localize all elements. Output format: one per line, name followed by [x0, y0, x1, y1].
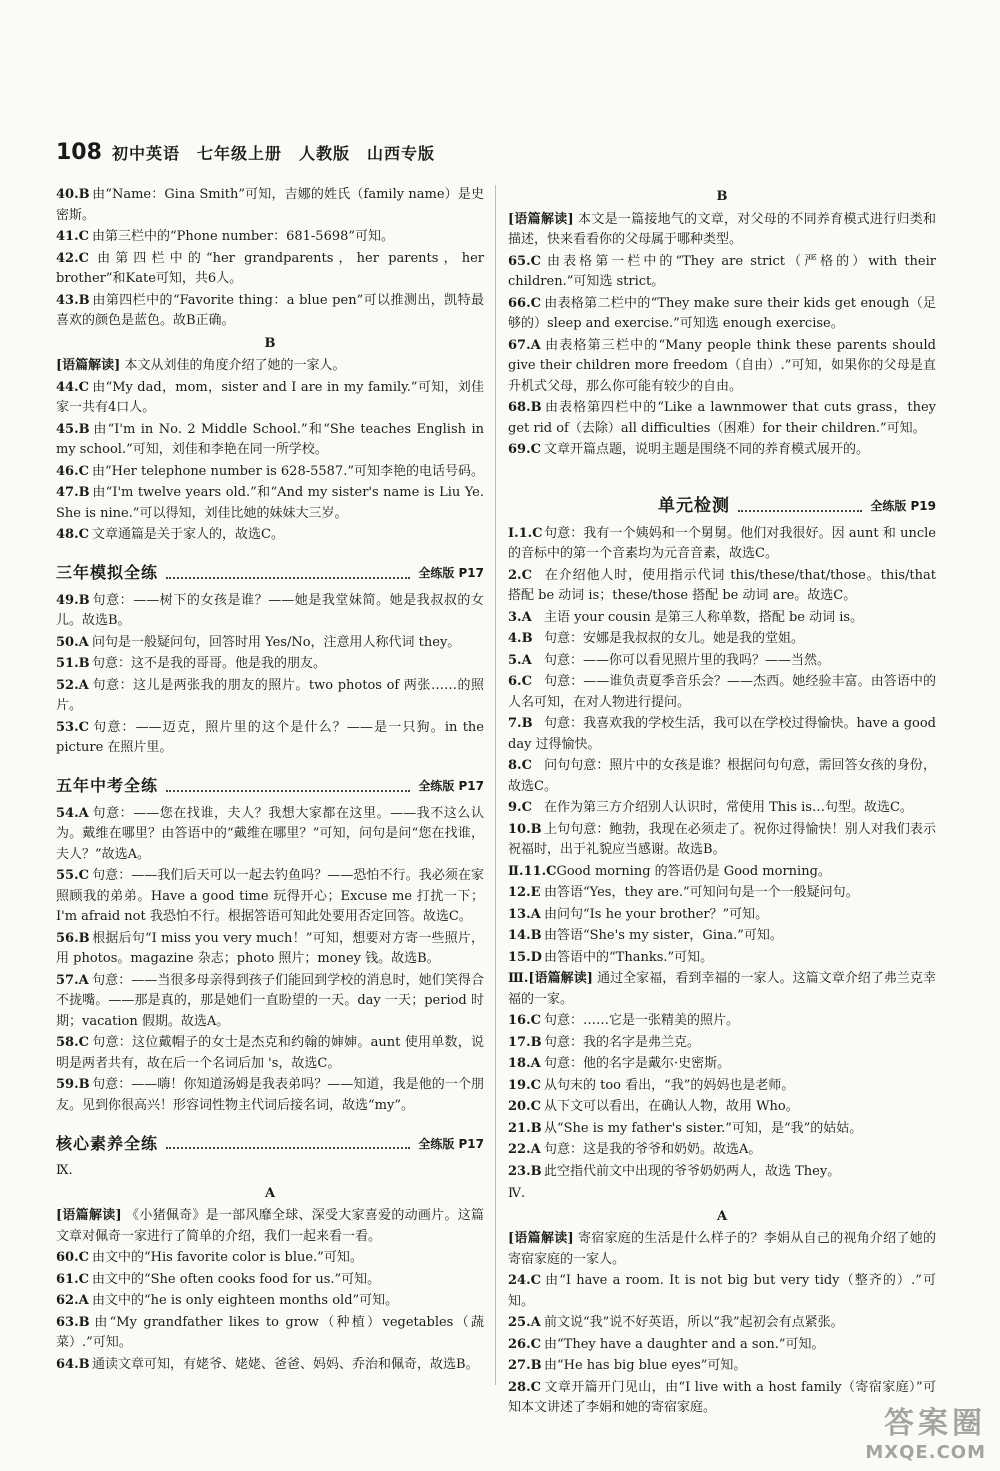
section-title: 核心素养全练: [56, 1133, 159, 1153]
answer-number: 9.C: [508, 800, 532, 815]
answer-explanation: 在作为第三方介绍别人认识时，常使用 This is…句型。故选C。: [544, 800, 913, 815]
answer-explanation: 句意：——嗨！你知道汤姆是我表弟吗？——知道，我是他的一个朋友。见到你很高兴！形容词性物主代词后接名词，故选“my”。: [56, 1077, 484, 1113]
answer-item: [508, 629, 936, 650]
section-header: [56, 1128, 484, 1155]
answer-explanation: 由“I'm twelve years old.”和“And my sister's name is Liu Ye. She is nine.”可以得知，刘佳比她的妹妹大三岁。: [56, 485, 484, 521]
note-text: 《小猪佩奇》是一部风靡全球、深受大家喜爱的动画片。这篇文章对佩奇一家进行了简单的介绍，我们一起来看一看。: [56, 1208, 484, 1244]
answer-number: 45.B: [56, 421, 90, 437]
answer-number: 5.A: [508, 652, 532, 668]
answer-number: 13.A: [508, 906, 541, 922]
answer-explanation: 由表格第一栏中的“They are strict（严格的）with their children.”可知选 strict。: [508, 253, 936, 289]
answer-explanation: 句意：他的名字是戴尔·史密斯。: [544, 1056, 731, 1071]
answer-item: [56, 227, 484, 248]
subsection-label: B: [716, 189, 728, 204]
answer-list: [508, 252, 936, 461]
answer-number: 21.B: [508, 1120, 542, 1136]
answer-item: [56, 1291, 484, 1312]
answer-explanation: 上句句意：鲍勃，我现在必须走了。祝你过得愉快！别人对我们表示祝福时，出于礼貌应当感谢。故选B。: [508, 821, 936, 857]
answer-explanation: 通读文章可知，有姥爷、姥姥、爸爸、妈妈、乔治和佩奇，故选B。: [92, 1356, 479, 1372]
note-tag: [语篇解读]: [56, 358, 121, 373]
answer-item: [508, 1054, 936, 1075]
subsection-label: A: [264, 1185, 276, 1201]
page-header: [56, 140, 435, 170]
part-label: Ⅳ.: [508, 1186, 526, 1201]
answer-item: [508, 440, 936, 461]
answer-item: [508, 862, 936, 883]
answer-item: [508, 1097, 936, 1118]
answer-item: [508, 336, 936, 398]
answer-number: 6.C: [508, 674, 532, 689]
answer-number: 18.A: [508, 1056, 541, 1071]
answer-item: [508, 524, 936, 565]
answer-item: [56, 633, 484, 654]
answer-item: [56, 378, 484, 419]
answer-number: 15.D: [508, 949, 542, 965]
answer-number: 26.C: [508, 1336, 541, 1352]
answer-item: [508, 1335, 936, 1356]
answer-number: 12.E: [508, 885, 541, 900]
answer-item: [56, 420, 484, 461]
answer-explanation: 从“She is my father's sister.”可知，是“我”的姑姑。: [544, 1120, 863, 1136]
answer-number: 44.C: [56, 379, 89, 395]
answer-number: 60.C: [56, 1250, 89, 1265]
answer-item: [508, 1162, 936, 1183]
answer-explanation: 由答语中的“Thanks.”可知。: [544, 949, 714, 965]
section-header: [508, 491, 936, 518]
answer-explanation: 由问句“Is he your brother？”可知。: [544, 906, 769, 922]
answer-explanation: 文章通篇是关于家人的，故选C。: [92, 527, 284, 542]
note-text: 通过全家福，看到幸福的一家人。这篇文章介绍了弗兰克幸福的一家。: [508, 971, 936, 1007]
answer-number: 64.B: [56, 1356, 90, 1372]
answer-number: 66.C: [508, 295, 541, 311]
note-tag: [语篇解读]: [508, 211, 574, 227]
answer-explanation: 由表格第四栏中的“Like a lawnmower that cuts grass，they get rid of（去除）all difficulties（困难）for their children.”可知。: [508, 400, 936, 436]
section-ref: 全练版 P17: [418, 1136, 484, 1151]
note-tag: [语篇解读]: [56, 1208, 122, 1223]
answer-number: 19.C: [508, 1077, 541, 1093]
answer-number: 7.B: [508, 716, 533, 731]
answer-number: Ⅰ.1.C: [508, 525, 543, 541]
answer-explanation: 句意：这是我的爷爷和奶奶。故选A。: [544, 1142, 762, 1157]
leader-dots: [738, 510, 862, 512]
answer-explanation: 句意：……它是一张精美的照片。: [544, 1013, 740, 1028]
answer-number: 10.B: [508, 821, 542, 837]
answer-item: [56, 483, 484, 524]
answer-item: [508, 1271, 936, 1312]
answer-explanation: 由“My dad，mom，sister and I are in my family.”可知，刘佳家一共有4口人。: [56, 379, 484, 415]
answer-explanation: 由第四栏中的“her grandparents，her parents，her brother”和Kate可知，共6人。: [56, 250, 484, 286]
answer-item: [508, 294, 936, 335]
answer-number: 55.C: [56, 868, 89, 883]
answer-explanation: 由答语“Yes，they are.”可知问句是一个一般疑问句。: [544, 885, 859, 900]
answer-explanation: 由第四栏中的“Favorite thing：a blue pen”可以推测出，凯特最喜欢的颜色是蓝色。故B正确。: [56, 292, 484, 328]
answer-number: 25.A: [508, 1315, 541, 1330]
answer-explanation: 句意：——当很多母亲得到孩子们能回到学校的消息时，她们笑得合不拢嘴。——那是真的，那是她们一直盼望的一天。day 一天；period 时期；vacation 假期。故选A。: [56, 972, 484, 1029]
answer-explanation: 由文中的“His favorite color is blue.”可知。: [92, 1250, 363, 1265]
answer-explanation: 句意：——树下的女孩是谁？——她是我堂妹简。她是我叔叔的女儿。故选B。: [56, 592, 484, 628]
answer-item: [508, 820, 936, 861]
answer-number: 40.B: [56, 187, 90, 202]
answer-item: [508, 756, 936, 797]
answer-explanation: 由“Name：Gina Smith”可知，吉娜的姓氏（family name）是史密斯。: [56, 187, 484, 223]
section-header: [56, 558, 484, 585]
answer-item: [508, 608, 936, 629]
answer-number: 69.C: [508, 442, 541, 457]
answer-explanation: 从句末的 too 看出，“我”的妈妈也是老师。: [544, 1077, 795, 1093]
subsection-label: A: [716, 1208, 728, 1224]
answer-item: [508, 1076, 936, 1097]
section-title: 五年中考全练: [56, 776, 159, 795]
answer-item: [56, 654, 484, 675]
answer-explanation: 由第三栏中的“Phone number：681-5698”可知。: [92, 229, 395, 244]
answer-number: 62.A: [56, 1293, 89, 1308]
answer-number: 56.B: [56, 930, 90, 946]
answer-explanation: 由“They have a daughter and a son.”可知。: [544, 1336, 825, 1352]
answer-explanation: 由表格第三栏中的“Many people think these parents should give their children more freedom（自由）.”可知，如果你的父母是直升机式父母，那么你可能有较少的自由。: [508, 337, 936, 394]
answer-number: 67.A: [508, 337, 541, 353]
column-divider: [495, 185, 496, 1385]
answer-number: 59.B: [56, 1077, 90, 1092]
answer-number: 48.C: [56, 527, 89, 542]
passage-note: [508, 1229, 936, 1270]
section-title: 单元检测: [658, 496, 730, 516]
passage-note: [508, 210, 936, 251]
watermark: [865, 1398, 986, 1463]
answer-explanation: 主语 your cousin 是第三人称单数，搭配 be 动词 is。: [544, 609, 864, 625]
note-tag: Ⅲ.[语篇解读]: [508, 971, 593, 986]
section-ref: 全练版 P17: [418, 566, 484, 580]
answer-item: [56, 1270, 484, 1291]
answer-explanation: 问句句意：照片中的女孩是谁？根据问句句意，需回答女孩的身份，故选C。: [508, 758, 936, 794]
answer-explanation: 句意：——你可以看见照片里的我吗？——当然。: [544, 652, 831, 668]
answer-list: [56, 185, 484, 332]
answer-item: [508, 252, 936, 293]
answer-explanation: 文章开篇开门见山，由“I live with a host family（寄宿家庭）”可知本文讲述了李娟和她的寄宿家庭。: [508, 1379, 936, 1415]
answer-item: [56, 804, 484, 866]
answer-list: [508, 1011, 936, 1182]
right-column: [508, 185, 936, 1420]
answer-item: [508, 1119, 936, 1140]
section-ref: 全练版 P17: [418, 779, 484, 793]
answer-item: [508, 883, 936, 904]
answer-explanation: 问句是一般疑问句，回答时用 Yes/No，注意用人称代词 they。: [92, 634, 461, 650]
answer-number: 14.B: [508, 928, 542, 943]
answer-number: 23.B: [508, 1163, 542, 1179]
answer-number: 27.B: [508, 1358, 542, 1373]
answer-number: 63.B: [56, 1314, 90, 1330]
answer-item: [56, 718, 484, 759]
left-column: [56, 185, 484, 1376]
section-header: [56, 771, 484, 798]
answer-explanation: 句意：我的名字是弗兰克。: [544, 1034, 701, 1050]
answer-item: [508, 672, 936, 713]
page-number: 108: [56, 140, 102, 165]
answer-item: [508, 798, 936, 819]
answer-item: [56, 1033, 484, 1074]
section-ref: 全练版 P19: [870, 499, 936, 513]
answer-item: [508, 566, 936, 607]
answer-item: [56, 1248, 484, 1269]
answer-item: [508, 1033, 936, 1054]
answer-explanation: 由“My grandfather likes to grow（种植）vegetables（蔬菜）.”可知。: [56, 1314, 484, 1350]
answer-number: 47.B: [56, 485, 90, 500]
answer-number: 2.C: [508, 567, 532, 583]
answer-explanation: 在介绍他人时，使用指示代词 this/these/that/those。this/that 搭配 be 动词 is；these/those 搭配 be 动词 are。故选C。: [508, 567, 936, 603]
answer-item: [508, 926, 936, 947]
answer-item: [508, 1140, 936, 1161]
note-text: 本文是一篇接地气的文章，对父母的不同养育模式进行归类和描述，快来看看你的父母属于哪种类型。: [508, 211, 936, 247]
passage-note: [508, 969, 936, 1010]
answer-item: [56, 676, 484, 717]
answer-list: [508, 524, 936, 969]
answer-number: 51.B: [56, 656, 90, 671]
answer-item: [56, 291, 484, 332]
answer-item: [56, 1355, 484, 1376]
answer-explanation: 由答语“She's my sister，Gina.”可知。: [544, 928, 783, 943]
answer-explanation: 由文中的“he is only eighteen months old”可知。: [92, 1293, 399, 1308]
answer-number: 43.B: [56, 292, 90, 308]
book-title: 初中英语 七年级上册 人教版 山西专版: [111, 144, 435, 163]
watermark-logo: 答案圈: [884, 1406, 986, 1441]
answer-number: 28.C: [508, 1379, 541, 1395]
answer-item: [508, 651, 936, 672]
answer-number: 24.C: [508, 1273, 541, 1288]
answer-number: 58.C: [56, 1035, 89, 1050]
answer-explanation: 句意：——我们后天可以一起去钓鱼吗？——恐怕不行。我必须在家照顾我的弟弟。Have a good time 玩得开心；Excuse me 打扰一下；I'm afraid not 我恐怕不行。根据答语可知此处要用否定回答。故选C。: [56, 868, 484, 924]
passage-note: [56, 1206, 484, 1247]
answer-item: [508, 948, 936, 969]
answer-explanation: 由文中的“She often cooks food for us.”可知。: [92, 1271, 381, 1287]
answer-list: [508, 1271, 936, 1419]
answer-explanation: 前文说“我”说不好英语，所以“我”起初会有点紧张。: [544, 1315, 844, 1330]
subsection-label: B: [264, 335, 276, 351]
note-text: 本文从刘佳的角度介绍了她的一家人。: [124, 358, 346, 373]
answer-number: 8.C: [508, 758, 532, 773]
note-tag: [语篇解读]: [508, 1231, 574, 1246]
answer-explanation: 句意：这不是我的哥哥。他是我的朋友。: [92, 656, 327, 671]
leader-dots: [166, 1147, 410, 1149]
answer-explanation: 句意：这儿是两张我的朋友的照片。two photos of 两张……的照片。: [56, 677, 484, 713]
answer-item: [56, 1313, 484, 1354]
answer-number: 52.A: [56, 677, 89, 693]
answer-number: 4.B: [508, 631, 533, 646]
answer-list: [56, 591, 484, 759]
answer-number: 68.B: [508, 400, 542, 415]
answer-item: [56, 249, 484, 290]
answer-item: [508, 1356, 936, 1377]
answer-explanation: 由“He has big blue eyes”可知。: [544, 1358, 747, 1373]
answer-explanation: 从下文可以看出，在确认人物，故用 Who。: [544, 1099, 799, 1114]
answer-list: [56, 804, 484, 1117]
answer-item: [56, 1075, 484, 1116]
answer-number: Ⅱ.11.C: [508, 863, 557, 879]
answer-explanation: 由“I'm in No. 2 Middle School.”和“She teaches English in my school.”可知，刘佳和李艳在同一所学校。: [56, 421, 484, 457]
answer-item: [56, 591, 484, 632]
answer-item: [508, 905, 936, 926]
answer-item: [508, 1011, 936, 1032]
answer-explanation: 由“Her telephone number is 628-5587.”可知李艳的电话号码。: [92, 463, 484, 479]
answer-explanation: 文章开篇点题，说明主题是围绕不同的养育模式展开的。: [544, 442, 870, 457]
passage-note: [56, 356, 484, 377]
answer-explanation: 句意：我喜欢我的学校生活，我可以在学校过得愉快。have a good day 过得愉快。: [508, 716, 936, 752]
answer-number: 46.C: [56, 463, 89, 479]
answer-number: 49.B: [56, 592, 90, 608]
answer-number: 61.C: [56, 1271, 89, 1287]
answer-list: [56, 1248, 484, 1375]
answer-explanation: 句意：——谁负责夏季音乐会？——杰西。她经验丰富。由答语中的人名可知，在对人物进行提问。: [508, 674, 936, 710]
answer-explanation: 由表格第二栏中的“They make sure their kids get enough（足够的）sleep and exercise.”可知选 enough exercise。: [508, 295, 936, 331]
note-text: 寄宿家庭的生活是什么样子的？李娟从自己的视角介绍了她的寄宿家庭的一家人。: [508, 1231, 936, 1267]
answer-item: [56, 462, 484, 483]
answer-explanation: 此空指代前文中出现的爷爷奶奶两人，故选 They。: [544, 1163, 841, 1179]
answer-number: 20.C: [508, 1099, 541, 1114]
answer-list: [56, 378, 484, 546]
answer-explanation: 根据后句“I miss you very much！”可知，想要对方寄一些照片，用 photos。magazine 杂志；photo 照片；money 钱。故选B。: [56, 930, 484, 966]
answer-item: [508, 714, 936, 755]
answer-number: 17.B: [508, 1034, 542, 1050]
answer-item: [56, 866, 484, 928]
answer-item: [508, 1313, 936, 1334]
answer-explanation: 句意：安娜是我叔叔的女儿。她是我的堂姐。: [544, 631, 805, 646]
answer-item: [56, 185, 484, 226]
leader-dots: [166, 790, 410, 792]
watermark-url: MXQE.COM: [865, 1442, 986, 1463]
answer-number: 53.C: [56, 719, 89, 735]
answer-explanation: 句意：这位戴帽子的女士是杰克和约翰的婶婶。aunt 使用单数，说明是两者共有，故在后一个名词后加 's，故选C。: [56, 1035, 484, 1071]
part-label: Ⅸ.: [56, 1163, 73, 1178]
answer-number: 54.A: [56, 805, 89, 821]
answer-explanation: 由“I have a room. It is not big but very tidy（整齐的）.”可知。: [508, 1273, 936, 1309]
answer-number: 22.A: [508, 1142, 541, 1157]
answer-item: [508, 398, 936, 439]
answer-number: 50.A: [56, 634, 89, 650]
answer-number: 57.A: [56, 972, 89, 988]
answer-item: [56, 525, 484, 546]
answer-number: 3.A: [508, 609, 532, 625]
answer-number: 16.C: [508, 1013, 541, 1028]
answer-item: [56, 971, 484, 1033]
section-title: 三年模拟全练: [56, 563, 159, 582]
answer-explanation: 句意：我有一个姨妈和一个舅舅。他们对我很好。因 aunt 和 uncle 的音标中的第一个音素均为元音音素，故选C。: [508, 525, 936, 561]
answer-number: 41.C: [56, 229, 89, 244]
answer-item: [56, 929, 484, 970]
answer-explanation: 句意：——迈克，照片里的这个是什么？——是一只狗。in the picture 在照片里。: [56, 719, 484, 755]
answer-number: 65.C: [508, 253, 541, 269]
answer-explanation: 句意：——您在找谁，夫人？我想大家都在这里。——我不这么认为。戴维在哪里？由答语中的“戴维在哪里？”可知，问句是问“您在找谁，夫人？”故选A。: [56, 805, 484, 862]
leader-dots: [166, 577, 410, 579]
answer-number: 42.C: [56, 250, 89, 266]
answer-explanation: Good morning 的答语仍是 Good morning。: [556, 863, 831, 879]
